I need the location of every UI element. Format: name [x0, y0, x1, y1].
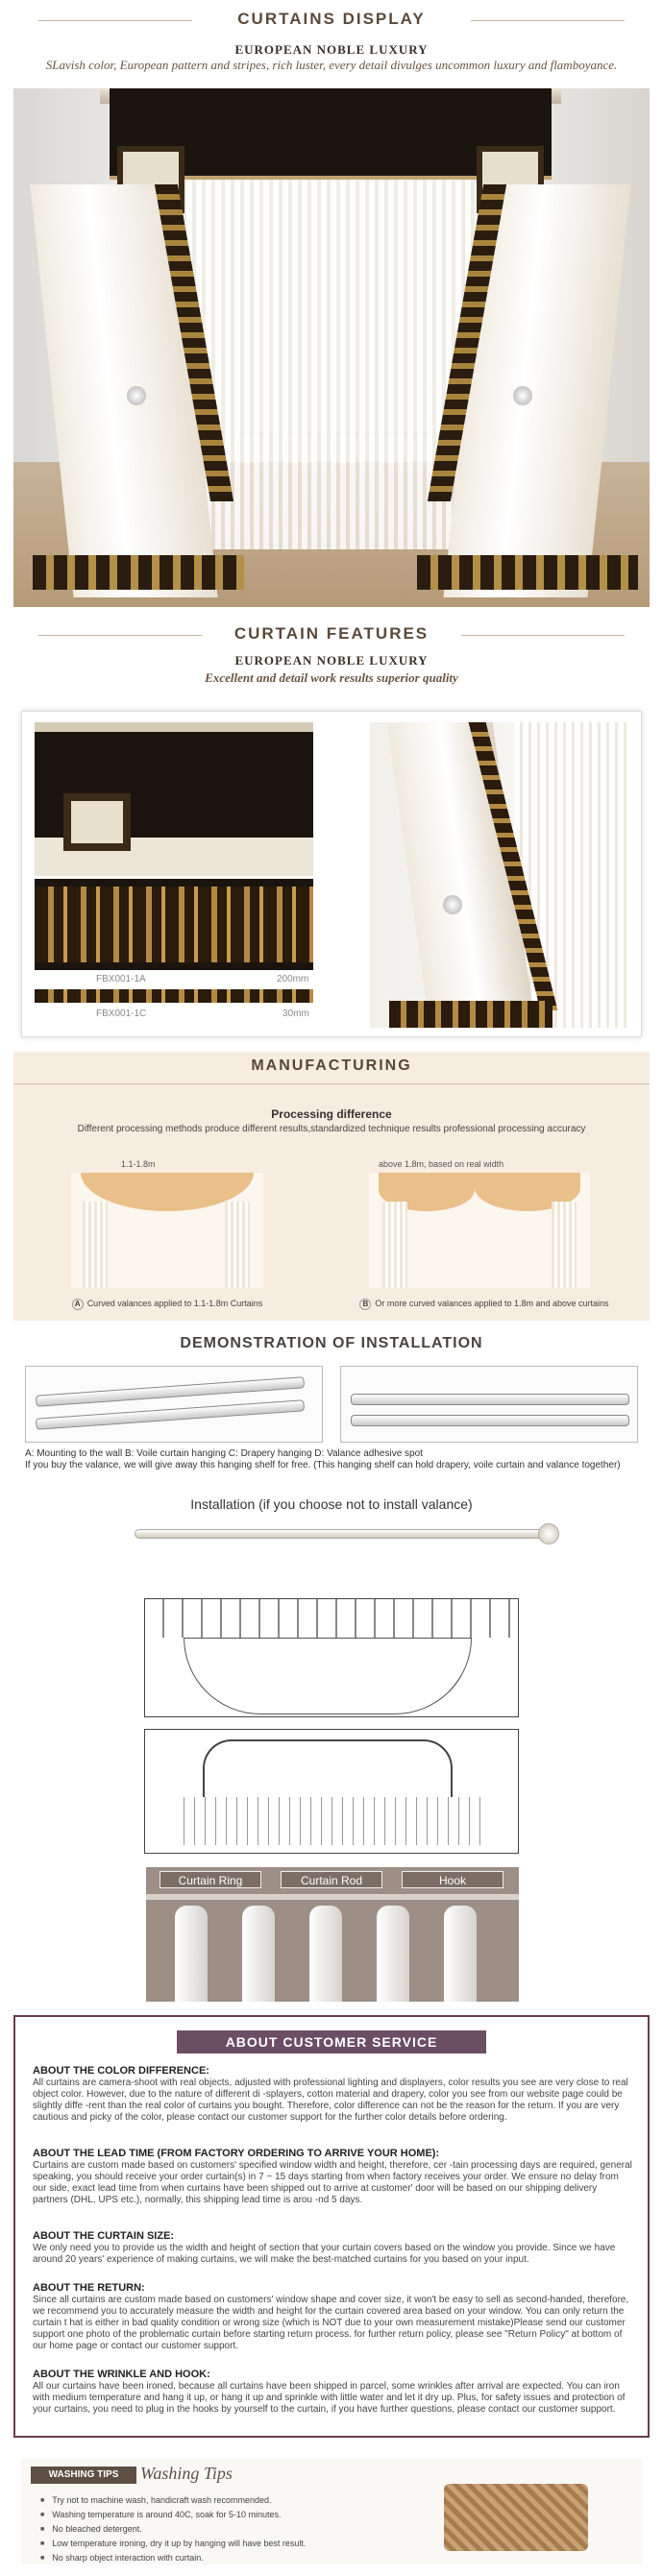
cs-color-title: ABOUT THE COLOR DIFFERENCE:: [33, 2065, 209, 2077]
curtain-tieback-photo: [370, 722, 631, 1028]
swatch-1a-size: 200mm: [277, 974, 309, 984]
option-a-mark: A: [72, 1299, 84, 1310]
washing-tips-script: Washing Tips: [140, 2464, 233, 2483]
label-curtain-ring: Curtain Ring: [160, 1871, 261, 1888]
cs-return-title: ABOUT THE RETURN:: [33, 2282, 145, 2294]
display-heading: CURTAINS DISPLAY: [237, 10, 426, 28]
display-tagline: SLavish color, European pattern and stripes, rich luster, every detail divulges uncommon luxury and flamboyance.: [45, 58, 618, 72]
curtain-rod-image: [135, 1529, 548, 1539]
cs-lead-time-title: ABOUT THE LEAD TIME (FROM FACTORY ORDERING TO ARRIVE YOUR HOME):: [33, 2148, 440, 2159]
option-a-size: 1.1-1.8m: [121, 1159, 156, 1169]
features-subtitle: EUROPEAN NOBLE LUXURY: [234, 653, 429, 668]
washing-tip: ■ No bleached detergent.: [40, 2522, 425, 2537]
features-heading: CURTAIN FEATURES: [233, 624, 430, 643]
swatch-1c-size: 30mm: [282, 1009, 309, 1019]
washing-tips-panel: [21, 2459, 642, 2564]
option-b-size: above 1.8m, based on real width: [379, 1159, 504, 1169]
cs-color-body: All curtains are camera-shoot with real objects, adjusted with professional lighting and displayers, color results you see are very close to real object color. However, due to the nature of different di -splayers, cotton material and drapery, color you see from our website page could be slightly diffe -rent than the real color of curtains you bought. Therefore, color difference can not be the reason for the return. If you are very cautious and picky of the color, please contact our customer support for the further color details before ordering.: [33, 2078, 628, 2123]
cs-wrinkle-body: All our curtains have been ironed, because all curtains have been shipped in parcel, some wrinkles after arrival are expected. You can iron with medium temperature and hang it up, or hang it up and sprinkle with little water and let it dry up. Plus, for safety issues and protection of your curtains, you need to plug in the hooks by yourself to the curtain, if you have further questions, please contact our customer support.: [33, 2381, 626, 2415]
swatch-1a-code: FBX001-1A: [96, 974, 146, 984]
cs-size-body: We only need you to provide us the width and height of section that your curtain covers based on the window you provide. Since we have around 20 years' experience of making curtains, we will make the best-matched curtains for you based on your input.: [33, 2243, 616, 2265]
option-b-caption-text: Or more curved valances applied to 1.8m and above curtains: [375, 1299, 609, 1308]
option-a-caption: [42, 1298, 292, 1310]
hook-drawing: [144, 1729, 519, 1854]
washing-tip: ■ Try not to machine wash, handicraft wash recommended.: [40, 2493, 425, 2508]
manufacturing-panel: [13, 1052, 650, 1321]
label-curtain-rod: Curtain Rod: [281, 1871, 382, 1888]
option-b-diagram: [369, 1173, 590, 1288]
option-b-mark: B: [359, 1299, 371, 1310]
display-subtitle: EUROPEAN NOBLE LUXURY: [234, 42, 429, 57]
ceiling-mount-diagram: [340, 1366, 638, 1443]
cs-wrinkle-title: ABOUT THE WRINKLE AND HOOK:: [33, 2369, 210, 2380]
laundry-basket-image: [444, 2484, 588, 2551]
swatch-1c-code: FBX001-1C: [96, 1009, 147, 1019]
option-a-diagram: [71, 1173, 263, 1288]
features-header: [0, 622, 663, 645]
label-hook: Hook: [402, 1871, 503, 1888]
valance-swatch-image: [35, 722, 313, 876]
option-a-caption-text: Curved valances applied to 1.1-1.8m Curtains: [86, 1299, 263, 1308]
washing-tip: ■ Washing temperature is around 40C, soak for 5-10 minutes.: [40, 2508, 425, 2522]
border-swatch-1c: [35, 989, 313, 1003]
features-tagline: Excellent and detail work results superior quality: [205, 670, 458, 685]
processing-difference-desc: Different processing methods produce different results,standardized technique results professional processing accuracy: [77, 1124, 586, 1134]
wall-mount-diagram: [25, 1366, 323, 1443]
customer-service-heading: ABOUT CUSTOMER SERVICE: [177, 2030, 486, 2054]
washing-tip: ■ No sharp object interaction with curtain.: [40, 2551, 425, 2565]
installation-legend: [25, 1448, 640, 1471]
no-valance-title: Installation (if you choose not to install valance): [190, 1496, 473, 1512]
display-header: [0, 8, 663, 31]
pleat-drawing: [144, 1598, 519, 1717]
washing-tips-list: [40, 2493, 425, 2565]
installation-legend-text: A: Mounting to the wall B: Voile curtain hanging C: Drapery hanging D: Valance adhesive spot: [25, 1448, 423, 1459]
border-swatch-1a: [35, 879, 313, 970]
cs-size-title: ABOUT THE CURTAIN SIZE:: [33, 2230, 175, 2242]
processing-difference-title: Processing difference: [271, 1107, 392, 1121]
cs-lead-time-body: Curtains are custom made based on customers' specified window width and height, therefore, cer -tain processing days are required, general speaking, you should receive your order curtain(s) in 7 ~ 15 days starting from when factory receives your order. We ensure no delay from our side, exact lead time from when curtains have been shipped out to arrive at customer' door will be based on our shipping delivery partners (DHL, UPS etc.), normally, this shipping lead time is arou -nd 5 days.: [33, 2160, 632, 2205]
cs-return-body: Since all curtains are custom made based on customers' window shape and cover size, it won't be easy to sell as second-handed, therefore, we recommend you to accurately measure the width and height for the curtain covered area based on your window. You can only return the curtain t hat is either in bad quality condition or wrong size (which is NOT due to your own measurement mistake)Please send our customer support one photo of the problematic curtain before starting return process. for further return policy, please see "Return Policy" at bottom of our home page or contact our customer support.: [33, 2295, 629, 2351]
ring-rod-hook-diagram: [146, 1867, 519, 2002]
option-b-caption: [350, 1298, 619, 1310]
washing-tip: ■ Low temperature ironing, dry it up by hanging will have best result.: [40, 2537, 425, 2551]
installation-note: If you buy the valance, we will give away this hanging shelf for free. (This hanging shelf can hold drapery, voile curtain and valance together): [25, 1460, 621, 1470]
installation-heading: DEMONSTRATION OF INSTALLATION: [180, 1335, 483, 1351]
washing-tips-badge: WASHING TIPS: [31, 2467, 136, 2484]
hero-curtain-image: [13, 88, 650, 607]
manufacturing-heading: MANUFACTURING: [251, 1057, 412, 1074]
rod-finial: [538, 1523, 559, 1544]
